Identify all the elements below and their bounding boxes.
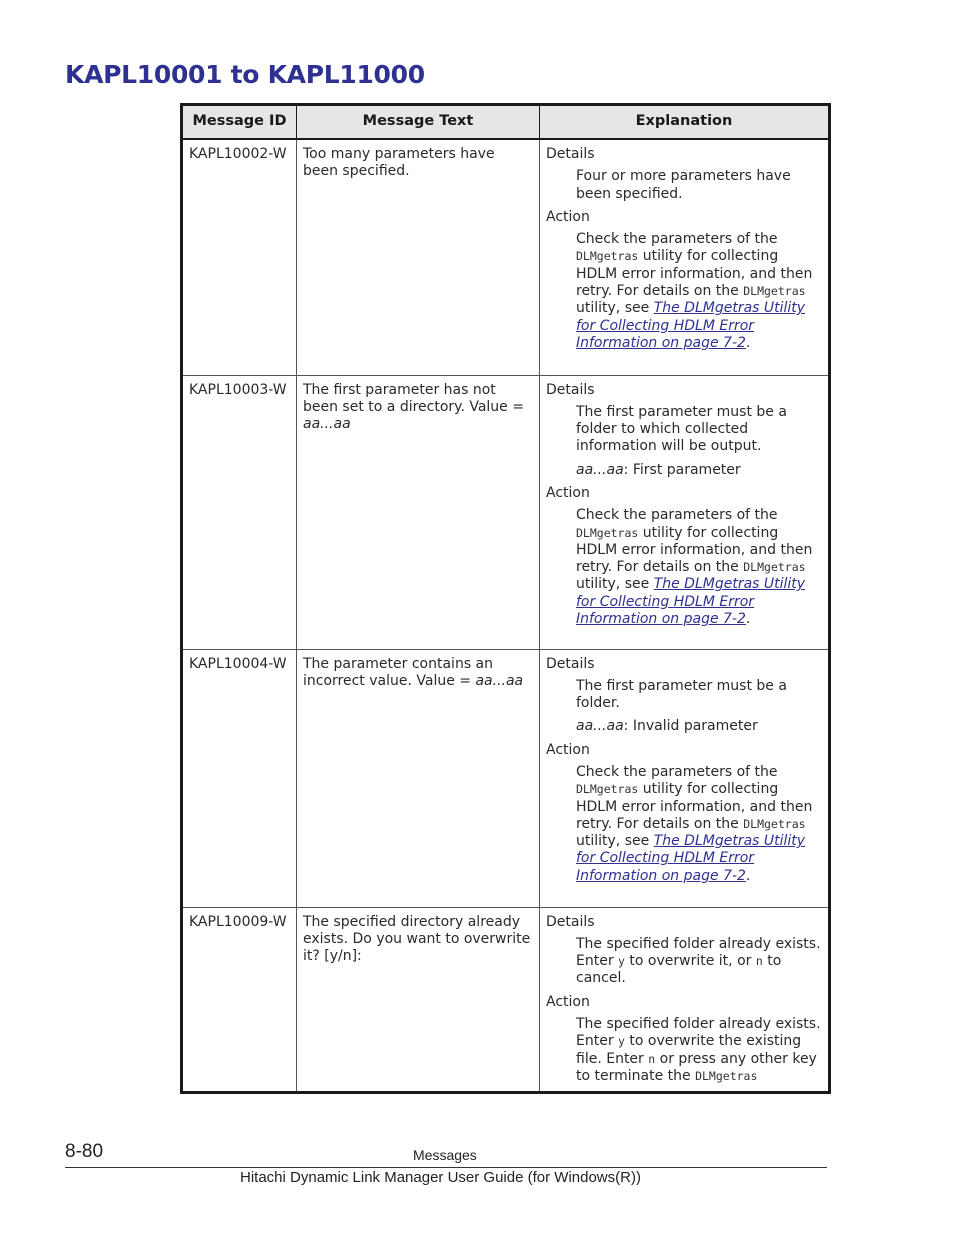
column-header-message-text: Message Text <box>297 105 540 140</box>
message-table <box>180 103 831 1094</box>
action-text: Check the parameters of the DLMgetras utility for collecting HDLM error information, and then retry. For details on the DLMgetras utility, see The DLMgetras Utility for Collecting HDLM Error Information on page 7-2. <box>576 507 813 628</box>
message-id-cell: KAPL10004-W <box>182 649 297 907</box>
table-row <box>182 907 830 1093</box>
utility-name-code: DLMgetras <box>743 816 806 831</box>
message-text-cell: The first parameter has not been set to a directory. Value = aa...aa <box>297 375 540 649</box>
utility-name-code: DLMgetras <box>576 249 639 264</box>
details-text: The specified folder already exists. Enter y to overwrite it, or n to cancel. <box>576 935 821 987</box>
variable-placeholder: aa...aa <box>475 672 524 689</box>
action-text: The specified folder already exists. Enter y to overwrite the existing file. Enter n or press any other key to terminate the DLMgetras <box>576 1015 821 1084</box>
footer-divider <box>65 1167 827 1168</box>
table-header-row <box>182 105 830 140</box>
variable-description: aa...aa: Invalid parameter <box>576 718 758 735</box>
key-code: n <box>755 954 763 969</box>
action-label: Action <box>546 741 590 758</box>
footer-section-name: Messages <box>413 1147 477 1163</box>
explanation-cell <box>540 139 830 375</box>
cross-reference-link[interactable]: The DLMgetras Utility for Collecting HDLM Error Information on page 7-2 <box>576 833 806 884</box>
message-text-cell: The parameter contains an incorrect value. Value = aa...aa <box>297 649 540 907</box>
explanation-cell <box>540 907 830 1093</box>
utility-name-code: DLMgetras <box>743 284 806 299</box>
message-text-cell: Too many parameters have been specified. <box>297 139 540 375</box>
column-header-message-id: Message ID <box>182 105 297 140</box>
details-label: Details <box>546 655 595 672</box>
details-text: The first parameter must be a folder. <box>576 677 787 712</box>
variable-placeholder: aa...aa <box>303 416 351 433</box>
utility-name-code: DLMgetras <box>576 525 639 540</box>
message-id-cell: KAPL10009-W <box>182 907 297 1093</box>
key-code: n <box>648 1051 656 1066</box>
page-title: KAPL10001 to KAPL11000 <box>65 60 425 89</box>
table-row <box>182 139 830 375</box>
details-label: Details <box>546 913 595 930</box>
footer-guide-title: Hitachi Dynamic Link Manager User Guide (for Windows(R)) <box>240 1169 641 1186</box>
action-text: Check the parameters of the DLMgetras utility for collecting HDLM error information, and then retry. For details on the DLMgetras utility, see The DLMgetras Utility for Collecting HDLM Error Information on page 7-2. <box>576 763 813 884</box>
action-label: Action <box>546 484 590 501</box>
details-text: Four or more parameters have been specified. <box>576 168 791 202</box>
details-label: Details <box>546 381 595 398</box>
column-header-explanation: Explanation <box>540 105 830 140</box>
cross-reference-link[interactable]: The DLMgetras Utility for Collecting HDLM Error Information on page 7-2 <box>576 300 806 351</box>
details-text: The first parameter must be a folder to which collected information will be output. <box>576 403 787 455</box>
key-code: y <box>618 1034 625 1049</box>
page-number: 8-80 <box>65 1141 104 1162</box>
explanation-cell <box>540 375 830 649</box>
table-row <box>182 649 830 907</box>
cross-reference-link[interactable]: The DLMgetras Utility for Collecting HDLM Error Information on page 7-2 <box>576 576 806 628</box>
details-label: Details <box>546 146 595 162</box>
variable-description: aa...aa: First parameter <box>576 461 741 478</box>
explanation-cell <box>540 649 830 907</box>
message-text-cell: The specified directory already exists. Do you want to overwrite it? [y/n]: <box>297 907 540 1093</box>
utility-name-code: DLMgetras <box>576 782 639 797</box>
action-text: Check the parameters of the DLMgetras utility for collecting HDLM error information, and then retry. For details on the DLMgetras utility, see The DLMgetras Utility for Collecting HDLM Error Information on page 7-2. <box>576 231 813 351</box>
table-row <box>182 375 830 649</box>
message-id-cell: KAPL10003-W <box>182 375 297 649</box>
key-code: y <box>618 954 625 969</box>
utility-name-code: DLMgetras <box>695 1068 758 1083</box>
action-label: Action <box>546 993 590 1010</box>
utility-name-code: DLMgetras <box>743 560 806 575</box>
message-id-cell: KAPL10002-W <box>182 139 297 375</box>
action-label: Action <box>546 208 590 225</box>
